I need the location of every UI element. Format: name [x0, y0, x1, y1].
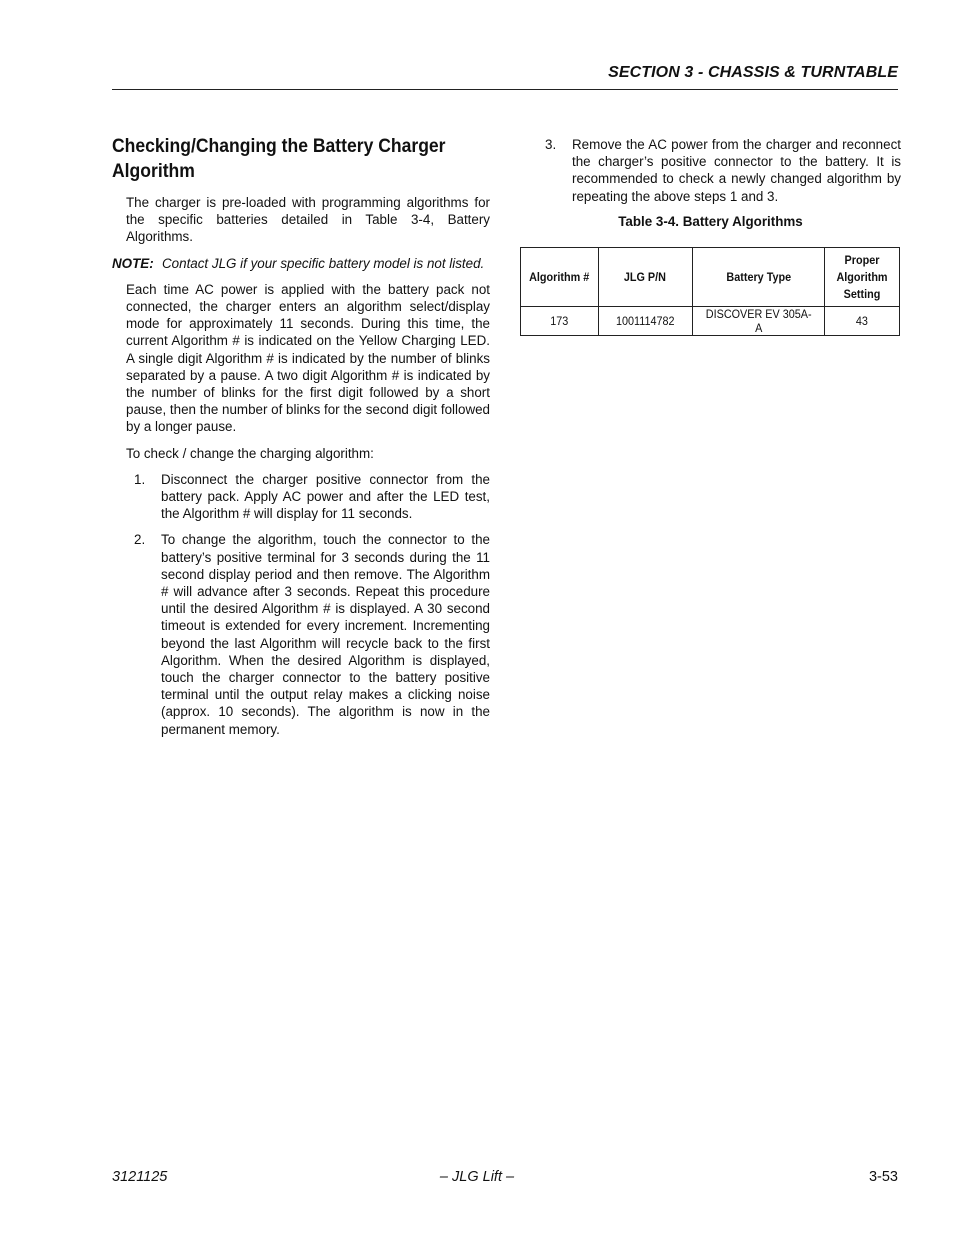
step-number: 2.: [134, 532, 146, 548]
column-header-algorithm: Algorithm #: [521, 248, 599, 307]
note-text: Contact JLG if your specific battery model is not listed.: [162, 255, 485, 271]
section-heading: Checking/Changing the Battery Charger Algorithm: [112, 135, 446, 182]
check-change-intro: To check / change the charging algorithm:: [126, 445, 374, 461]
table-cell: 1001114782: [598, 307, 692, 336]
note-label: NOTE:: [112, 255, 154, 271]
footer-doc-number: 3121125: [112, 1169, 168, 1185]
right-column: [545, 136, 901, 240]
table-caption: Table 3-4. Battery Algorithms: [618, 213, 803, 229]
algorithm-display-paragraph: Each time AC power is applied with the battery pack not connected, the charger enters an algorithm select/display mode for approximately 11 seconds. During this time, the current Algorithm # is indicated on the Yellow Charging LED. A single digit Algorithm # is indicated by the number of blinks separated by a pause. A two digit Algorithm # is indicated by the number of blinks for the first digit followed by a short pause, then the number of blinks for the second digit followed by a longer pause.: [126, 281, 491, 435]
note-block: [112, 255, 490, 272]
section-header-title: SECTION 3 - CHASSIS & TURNTABLE: [608, 64, 898, 81]
left-column: [112, 134, 490, 747]
step-text: Remove the AC power from the charger and reconnect the charger’s positive connector to the battery. It is recommended to check a newly changed algorithm by repeating the above steps 1 and 3.: [572, 137, 901, 204]
step-number: 3.: [545, 137, 557, 152]
column-header-battery-type: Battery Type: [692, 248, 824, 307]
footer-brand: – JLG Lift –: [439, 1169, 515, 1185]
column-header-proper-setting: Proper Algorithm Setting: [825, 248, 900, 307]
step-text: To change the algorithm, touch the connector to the battery’s positive terminal for 3 seconds during the 11 second display period and then remove. The Algorithm # will advance after 3 seconds. Repeat this procedure until the desired Algorithm # is displayed. A 30 second timeout is extended for every increment. Incrementing beyond the last Algorithm will recycle back to the first Algorithm. When the desired Algorithm is displayed, touch the charger connector to the battery positive terminal until the output relay makes a clicking noise (approx. 10 seconds). The algorithm is now in the permanent memory.: [161, 532, 490, 737]
header-divider: [112, 89, 898, 90]
column-header-jlg-pn: JLG P/N: [598, 248, 692, 307]
battery-algorithms-table: [520, 247, 900, 336]
step-text: Disconnect the charger positive connector from the battery pack. Apply AC power and after the LED test, the Algorithm # will display for 11 seconds.: [161, 471, 490, 522]
intro-paragraph: The charger is pre-loaded with programming algorithms for the specific batteries detailed in Table 3-4, Battery Algorithms.: [126, 195, 490, 245]
table-row: [521, 307, 900, 336]
footer-page-number: 3-53: [868, 1169, 898, 1185]
step-number: 1.: [134, 471, 146, 487]
table-header-row: [521, 248, 900, 307]
table-cell: 43: [825, 307, 900, 336]
step-item: [545, 136, 901, 205]
table-cell: 173: [521, 307, 599, 336]
step-item: [134, 531, 490, 737]
table-cell: DISCOVER EV 305A-A: [692, 307, 824, 336]
step-item: [134, 471, 490, 523]
